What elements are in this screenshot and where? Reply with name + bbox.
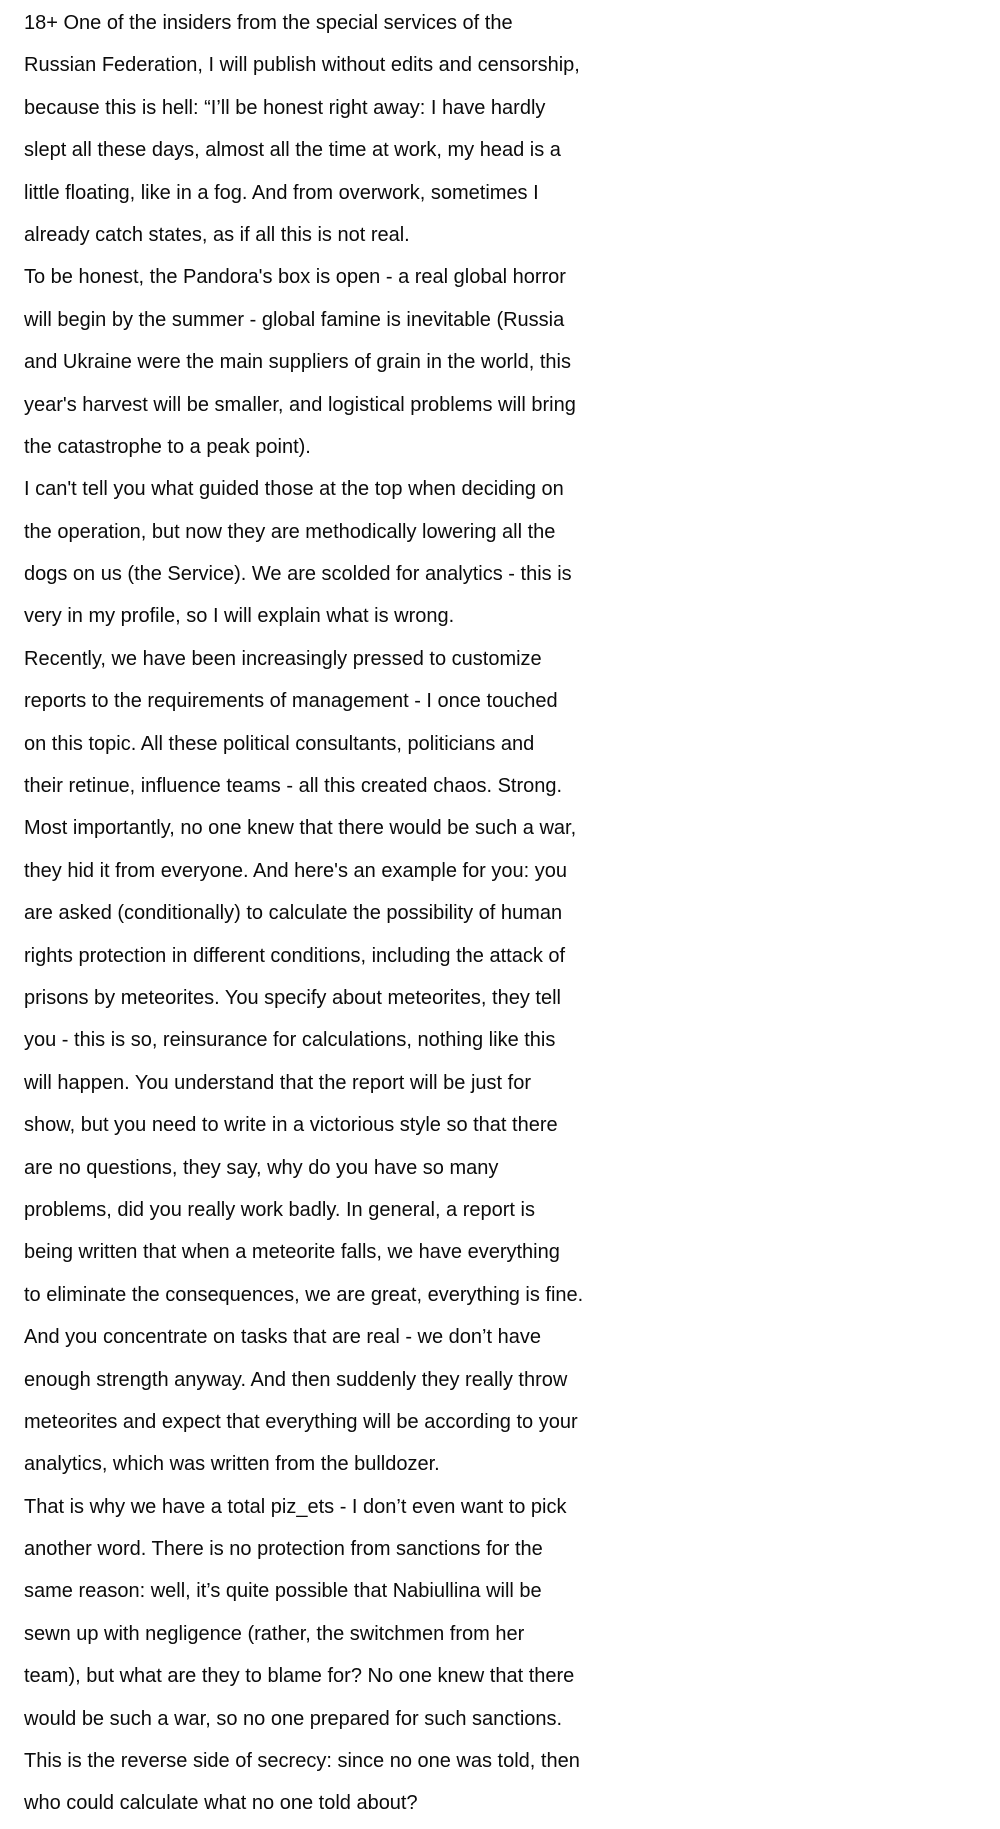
text-line: who could calculate what no one told about? [24,1792,418,1815]
text-line: their retinue, influence teams - all this created chaos. Strong. [24,775,563,798]
text-line: would be such a war, so no one prepared for such sanctions. [24,1707,563,1730]
text-line: the catastrophe to a peak point). [24,435,311,458]
text-line: are asked (conditionally) to calculate the possibility of human [24,902,563,925]
text-line: being written that when a meteorite falls, we have everything [24,1241,560,1264]
text-line: another word. There is no protection from sanctions for the [24,1538,543,1561]
text-line: show, but you need to write in a victorious style so that there [24,1114,558,1137]
text-line: prisons by meteorites. You specify about meteorites, they tell [24,986,561,1009]
text-line: the operation, but now they are methodically lowering all the [24,520,556,543]
text-line: they hid it from everyone. And here's an example for you: you [24,859,568,882]
text-line: year's harvest will be smaller, and logistical problems will bring [24,393,576,416]
text-line: slept all these days, almost all the time at work, my head is a [24,139,561,162]
text-line: dogs on us (the Service). We are scolded for analytics - this is [24,563,572,586]
text-line: because this is hell: “I’ll be honest right away: I have hardly [24,96,546,119]
text-line: very in my profile, so I will explain what is wrong. [24,605,455,628]
post-text [24,2,1000,1825]
text-line: Most importantly, no one knew that there would be such a war, [24,817,577,840]
text-line: rights protection in different conditions, including the attack of [24,944,566,967]
text-line: reports to the requirements of management - I once touched [24,690,558,713]
text-line: sewn up with negligence (rather, the switchmen from her [24,1622,525,1645]
text-line: to eliminate the consequences, we are great, everything is fine. [24,1283,584,1306]
text-line: are no questions, they say, why do you have so many [24,1156,499,1179]
text-line: meteorites and expect that everything will be according to your [24,1410,578,1433]
text-line: will begin by the summer - global famine is inevitable (Russia [24,308,565,331]
text-line: little floating, like in a fog. And from overwork, sometimes I [24,181,539,204]
text-line: Recently, we have been increasingly pressed to customize [24,647,542,670]
text-line: 18+ One of the insiders from the special services of the [24,12,513,34]
text-line: To be honest, the Pandora's box is open - a real global horror [24,266,566,289]
text-line: and Ukraine were the main suppliers of grain in the world, this [24,351,571,374]
text-line: on this topic. All these political consultants, politicians and [24,732,535,755]
text-line: And you concentrate on tasks that are real - we don’t have [24,1326,541,1349]
text-line: enough strength anyway. And then suddenly they really throw [24,1368,568,1391]
text-line: you - this is so, reinsurance for calculations, nothing like this [24,1029,556,1052]
text-line: same reason: well, it’s quite possible that Nabiullina will be [24,1580,542,1603]
text-line: I can't tell you what guided those at the top when deciding on [24,478,564,501]
text-line: will happen. You understand that the report will be just for [24,1071,531,1094]
text-line: already catch states, as if all this is not real. [24,223,410,246]
text-line: Russian Federation, I will publish without edits and censorship, [24,54,580,77]
text-line: This is the reverse side of secrecy: since no one was told, then [24,1750,580,1773]
text-line: That is why we have a total piz_ets - I don’t even want to pick [24,1495,567,1518]
text-line: team), but what are they to blame for? No one knew that there [24,1665,575,1688]
text-line: problems, did you really work badly. In general, a report is [24,1198,535,1221]
text-line: analytics, which was written from the bulldozer. [24,1453,440,1476]
